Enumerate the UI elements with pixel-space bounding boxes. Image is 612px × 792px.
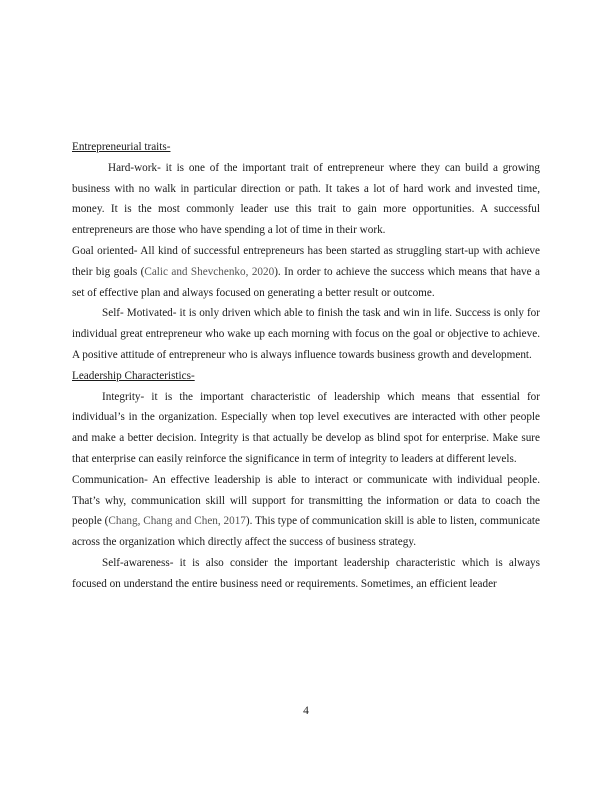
paragraph-communication-text-after: ). This type of communication skill is able to listen, communicate across the organization which directly affect the success of business strategy. <box>72 515 540 549</box>
citation-calic-shevchenko: Calic and Shevchenko, 2020 <box>144 265 275 278</box>
paragraph-goal-oriented-text-before: Goal oriented- All kind of successful entrepreneurs has been started as struggling start-up with achieve their big goals ( <box>72 244 540 278</box>
paragraph-self-awareness: Self-awareness- it is also consider the important leadership characteristic which is always focused on understand the entire business need or requirements. Sometimes, an efficient leader <box>72 556 540 590</box>
section-heading-leadership-characteristics: Leadership Characteristics- <box>72 369 195 382</box>
page-number: 4 <box>303 705 309 717</box>
paragraph-hard-work: Hard-work- it is one of the important trait of entrepreneur where they can build a growing business with no walk in particular direction or path. It takes a lot of hard work and invested time, money. It is the most commonly leader use this trait to gain more opportunities. A successful entrepreneurs are those who have spending a lot of time in their work. <box>72 161 540 237</box>
section-heading-entrepreneurial-traits: Entrepreneurial traits- <box>72 141 171 153</box>
paragraph-self-motivated: Self- Motivated- it is only driven which able to finish the task and win in life. Success is only for individual great entrepreneur who wake up each morning with focus on the goal or objective to achieve. A positive attitude of entrepreneur who is always influence towards business growth and development. <box>72 307 540 361</box>
paragraph-goal-oriented-text-after: ). In order to achieve the success which means that have a set of effective plan and always focused on generating a better result or outcome. <box>72 265 540 299</box>
citation-chang-chang-chen: Chang, Chang and Chen, 2017 <box>108 515 246 528</box>
paragraph-communication <box>72 470 540 553</box>
paragraph-communication-text-before: Communication- An effective leadership is able to interact or communicate with individual people. That’s why, communication skill will support for transmitting the information or data to coach the people ( <box>72 473 540 528</box>
paragraph-integrity: Integrity- it is the important characteristic of leadership which means that essential for individual’s in the organization. Especially when top level executives are interacted with other people and make a better decision. Integrity is that actually be develop as blind spot for enterprise. Make sure that enterprise can easily reinforce the significance in term of integrity to leaders at different levels. <box>72 390 540 465</box>
paragraph-goal-oriented <box>72 241 540 303</box>
page-body <box>72 137 540 595</box>
